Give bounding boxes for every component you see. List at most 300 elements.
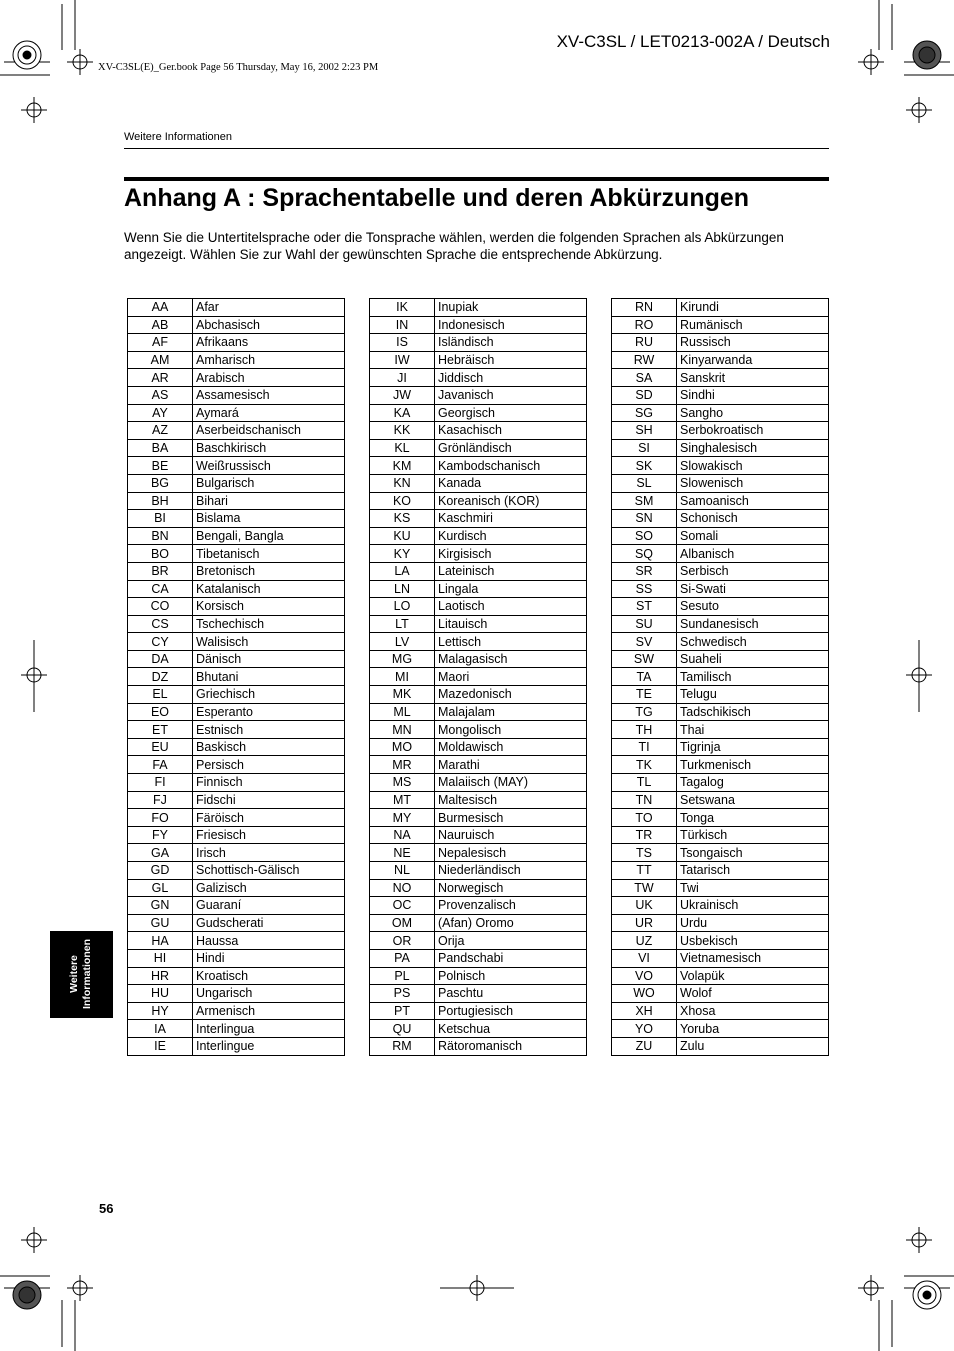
table-row <box>370 844 587 862</box>
language-code: SV <box>612 633 677 651</box>
table-row <box>128 862 345 880</box>
language-code: RU <box>612 334 677 352</box>
language-name: Yoruba <box>677 1020 829 1038</box>
language-name: Twi <box>677 879 829 897</box>
table-row <box>370 510 587 528</box>
language-code: EO <box>128 703 193 721</box>
language-name: Irisch <box>193 844 345 862</box>
language-name: Kirundi <box>677 299 829 317</box>
language-name: Tatarisch <box>677 862 829 880</box>
language-code: RO <box>612 316 677 334</box>
language-code: CS <box>128 615 193 633</box>
language-name: Friesisch <box>193 826 345 844</box>
table-row <box>128 985 345 1003</box>
language-code: PS <box>370 985 435 1003</box>
language-name: Hebräisch <box>435 351 587 369</box>
table-row <box>612 510 829 528</box>
table-row <box>370 791 587 809</box>
language-name: Dänisch <box>193 650 345 668</box>
language-name: Albanisch <box>677 545 829 563</box>
table-row <box>612 844 829 862</box>
header-rule <box>124 148 829 149</box>
language-name: Georgisch <box>435 404 587 422</box>
language-name: Orija <box>435 932 587 950</box>
table-row <box>370 932 587 950</box>
table-row <box>370 562 587 580</box>
language-code: RW <box>612 351 677 369</box>
language-name: Afrikaans <box>193 334 345 352</box>
language-name: Bulgarisch <box>193 474 345 492</box>
table-row <box>612 404 829 422</box>
table-row <box>612 703 829 721</box>
language-code: ST <box>612 598 677 616</box>
language-name: Telugu <box>677 686 829 704</box>
table-row <box>370 756 587 774</box>
language-name: Gudscherati <box>193 914 345 932</box>
table-row <box>128 879 345 897</box>
table-row <box>128 404 345 422</box>
language-name: Setswana <box>677 791 829 809</box>
table-row <box>370 949 587 967</box>
language-name: Slowakisch <box>677 457 829 475</box>
language-code: RN <box>612 299 677 317</box>
language-code: XH <box>612 1002 677 1020</box>
language-code: AY <box>128 404 193 422</box>
language-code: TI <box>612 738 677 756</box>
language-name: Walisisch <box>193 633 345 651</box>
language-name: Bretonisch <box>193 562 345 580</box>
language-name: Katalanisch <box>193 580 345 598</box>
language-code: TO <box>612 809 677 827</box>
language-code: VI <box>612 949 677 967</box>
language-code: AA <box>128 299 193 317</box>
language-code: TS <box>612 844 677 862</box>
table-row <box>128 844 345 862</box>
language-code: HY <box>128 1002 193 1020</box>
table-row <box>128 721 345 739</box>
language-name: Malagasisch <box>435 650 587 668</box>
table-row <box>128 334 345 352</box>
table-row <box>370 774 587 792</box>
language-name: Galizisch <box>193 879 345 897</box>
language-code: TR <box>612 826 677 844</box>
language-code: MG <box>370 650 435 668</box>
language-code: KS <box>370 510 435 528</box>
language-name: Schottisch-Gälisch <box>193 862 345 880</box>
language-code: AB <box>128 316 193 334</box>
table-row <box>370 422 587 440</box>
table-row <box>128 774 345 792</box>
language-code: KM <box>370 457 435 475</box>
language-name: Wolof <box>677 985 829 1003</box>
language-name: Griechisch <box>193 686 345 704</box>
table-row <box>612 756 829 774</box>
language-code: IN <box>370 316 435 334</box>
language-code: TT <box>612 862 677 880</box>
language-name: Moldawisch <box>435 738 587 756</box>
table-row <box>612 299 829 317</box>
language-name: Indonesisch <box>435 316 587 334</box>
language-name: Malajalam <box>435 703 587 721</box>
table-row <box>612 967 829 985</box>
table-row <box>612 580 829 598</box>
language-name: Zulu <box>677 1037 829 1055</box>
table-row <box>370 809 587 827</box>
language-code: KU <box>370 527 435 545</box>
language-name: Urdu <box>677 914 829 932</box>
table-row <box>128 527 345 545</box>
language-code: LV <box>370 633 435 651</box>
language-code: SQ <box>612 545 677 563</box>
language-name: Mazedonisch <box>435 686 587 704</box>
language-table-3 <box>611 298 829 1056</box>
language-code: PL <box>370 967 435 985</box>
language-name: Tigrinja <box>677 738 829 756</box>
language-name: Lettisch <box>435 633 587 651</box>
language-code: SU <box>612 615 677 633</box>
table-row <box>128 967 345 985</box>
language-name: Serbisch <box>677 562 829 580</box>
table-row <box>128 932 345 950</box>
language-name: Armenisch <box>193 1002 345 1020</box>
table-row <box>370 826 587 844</box>
language-code: RM <box>370 1037 435 1055</box>
language-code: FO <box>128 809 193 827</box>
table-row <box>370 862 587 880</box>
table-row <box>370 457 587 475</box>
language-name: Arabisch <box>193 369 345 387</box>
table-row <box>128 386 345 404</box>
language-name: Ketschua <box>435 1020 587 1038</box>
language-code: JW <box>370 386 435 404</box>
language-code: BO <box>128 545 193 563</box>
language-name: Norwegisch <box>435 879 587 897</box>
table-row <box>612 334 829 352</box>
language-code: KN <box>370 474 435 492</box>
table-row <box>612 474 829 492</box>
table-row <box>128 598 345 616</box>
language-code: AZ <box>128 422 193 440</box>
table-row <box>370 404 587 422</box>
table-row <box>612 791 829 809</box>
table-row <box>612 650 829 668</box>
language-code: LT <box>370 615 435 633</box>
language-code: LN <box>370 580 435 598</box>
language-code: LA <box>370 562 435 580</box>
language-name: Portugiesisch <box>435 1002 587 1020</box>
language-name: Malaiisch (MAY) <box>435 774 587 792</box>
language-code: SI <box>612 439 677 457</box>
language-code: QU <box>370 1020 435 1038</box>
language-code: KY <box>370 545 435 563</box>
language-code: TG <box>612 703 677 721</box>
language-name: Volapük <box>677 967 829 985</box>
table-row <box>370 369 587 387</box>
language-code: AM <box>128 351 193 369</box>
table-row <box>370 721 587 739</box>
title-bar <box>124 177 829 181</box>
language-code: MT <box>370 791 435 809</box>
table-row <box>128 351 345 369</box>
language-name: Isländisch <box>435 334 587 352</box>
language-code: TH <box>612 721 677 739</box>
document-id: XV-C3SL / LET0213-002A / Deutsch <box>556 32 830 51</box>
language-name: Slowenisch <box>677 474 829 492</box>
table-row <box>370 545 587 563</box>
language-name: Serbokroatisch <box>677 422 829 440</box>
table-row <box>612 351 829 369</box>
language-code: UZ <box>612 932 677 950</box>
language-name: Bislama <box>193 510 345 528</box>
language-code: FY <box>128 826 193 844</box>
language-name: Aserbeidschanisch <box>193 422 345 440</box>
language-code: NE <box>370 844 435 862</box>
language-code: MN <box>370 721 435 739</box>
language-name: Pandschabi <box>435 949 587 967</box>
table-row <box>128 703 345 721</box>
language-name: Baskisch <box>193 738 345 756</box>
language-code: OC <box>370 897 435 915</box>
language-name: Kanada <box>435 474 587 492</box>
language-name: Persisch <box>193 756 345 774</box>
table-row <box>370 598 587 616</box>
table-row <box>370 527 587 545</box>
language-name: Maltesisch <box>435 791 587 809</box>
table-row <box>370 633 587 651</box>
table-row <box>370 492 587 510</box>
language-name: Laotisch <box>435 598 587 616</box>
language-code: CA <box>128 580 193 598</box>
language-name: Tonga <box>677 809 829 827</box>
table-row <box>612 826 829 844</box>
language-name: Sesuto <box>677 598 829 616</box>
language-name: Sangho <box>677 404 829 422</box>
language-name: Singhalesisch <box>677 439 829 457</box>
language-code: GU <box>128 914 193 932</box>
table-row <box>612 686 829 704</box>
language-code: NO <box>370 879 435 897</box>
language-name: Kroatisch <box>193 967 345 985</box>
language-name: Paschtu <box>435 985 587 1003</box>
language-name: Nauruisch <box>435 826 587 844</box>
table-row <box>612 721 829 739</box>
language-name: Kirgisisch <box>435 545 587 563</box>
table-row <box>612 862 829 880</box>
language-name: Haussa <box>193 932 345 950</box>
language-code: MK <box>370 686 435 704</box>
language-name: Maori <box>435 668 587 686</box>
language-name: Esperanto <box>193 703 345 721</box>
language-code: SG <box>612 404 677 422</box>
language-code: BH <box>128 492 193 510</box>
table-row <box>128 422 345 440</box>
language-name: Sindhi <box>677 386 829 404</box>
language-code: SM <box>612 492 677 510</box>
language-name: Interlingua <box>193 1020 345 1038</box>
language-table-2 <box>369 298 587 1056</box>
language-code: ML <box>370 703 435 721</box>
language-code: SS <box>612 580 677 598</box>
language-name: Suaheli <box>677 650 829 668</box>
language-code: KO <box>370 492 435 510</box>
language-name: Inupiak <box>435 299 587 317</box>
table-row <box>370 738 587 756</box>
language-code: BG <box>128 474 193 492</box>
language-code: TA <box>612 668 677 686</box>
language-code: CO <box>128 598 193 616</box>
language-code: DZ <box>128 668 193 686</box>
table-row <box>370 879 587 897</box>
language-code: WO <box>612 985 677 1003</box>
table-row <box>128 492 345 510</box>
language-code: EL <box>128 686 193 704</box>
table-row <box>370 650 587 668</box>
language-name: Schonisch <box>677 510 829 528</box>
language-name: Usbekisch <box>677 932 829 950</box>
language-code: SN <box>612 510 677 528</box>
table-row <box>370 686 587 704</box>
table-row <box>612 492 829 510</box>
side-tab-label: Weitere Informationen <box>68 939 93 1009</box>
language-name: (Afan) Oromo <box>435 914 587 932</box>
language-name: Jiddisch <box>435 369 587 387</box>
language-code: UR <box>612 914 677 932</box>
language-name: Koreanisch (KOR) <box>435 492 587 510</box>
language-name: Estnisch <box>193 721 345 739</box>
language-name: Aymará <box>193 404 345 422</box>
language-name: Lingala <box>435 580 587 598</box>
language-code: GN <box>128 897 193 915</box>
language-code: TK <box>612 756 677 774</box>
language-code: ZU <box>612 1037 677 1055</box>
language-name: Bihari <box>193 492 345 510</box>
language-code: JI <box>370 369 435 387</box>
table-row <box>370 703 587 721</box>
language-name: Russisch <box>677 334 829 352</box>
language-name: Nepalesisch <box>435 844 587 862</box>
language-name: Baschkirisch <box>193 439 345 457</box>
table-row <box>370 897 587 915</box>
language-code: KK <box>370 422 435 440</box>
language-name: Polnisch <box>435 967 587 985</box>
language-code: SH <box>612 422 677 440</box>
language-code: LO <box>370 598 435 616</box>
table-row <box>612 1020 829 1038</box>
table-row <box>128 1037 345 1055</box>
print-info-line: XV-C3SL(E)_Ger.book Page 56 Thursday, May 16, 2002 2:23 PM <box>98 62 379 73</box>
language-code: HU <box>128 985 193 1003</box>
table-row <box>370 299 587 317</box>
table-row <box>128 791 345 809</box>
table-row <box>128 949 345 967</box>
language-code: TL <box>612 774 677 792</box>
language-code: TE <box>612 686 677 704</box>
language-name: Guaraní <box>193 897 345 915</box>
language-name: Provenzalisch <box>435 897 587 915</box>
table-row <box>612 457 829 475</box>
language-code: PA <box>370 949 435 967</box>
table-row <box>612 774 829 792</box>
language-name: Assamesisch <box>193 386 345 404</box>
language-name: Tagalog <box>677 774 829 792</box>
language-code: TW <box>612 879 677 897</box>
language-name: Kinyarwanda <box>677 351 829 369</box>
language-name: Xhosa <box>677 1002 829 1020</box>
language-code: KL <box>370 439 435 457</box>
language-name: Thai <box>677 721 829 739</box>
language-table-1 <box>127 298 345 1056</box>
language-name: Interlingue <box>193 1037 345 1055</box>
table-row <box>612 598 829 616</box>
table-row <box>370 1002 587 1020</box>
language-name: Burmesisch <box>435 809 587 827</box>
table-row <box>128 668 345 686</box>
table-row <box>612 369 829 387</box>
language-name: Kaschmiri <box>435 510 587 528</box>
language-code: DA <box>128 650 193 668</box>
language-code: GA <box>128 844 193 862</box>
language-code: MI <box>370 668 435 686</box>
language-name: Kasachisch <box>435 422 587 440</box>
language-code: MR <box>370 756 435 774</box>
table-row <box>128 914 345 932</box>
language-name: Tamilisch <box>677 668 829 686</box>
table-row <box>612 422 829 440</box>
table-row <box>612 879 829 897</box>
language-code: PT <box>370 1002 435 1020</box>
language-code: CY <box>128 633 193 651</box>
table-row <box>370 914 587 932</box>
language-name: Samoanisch <box>677 492 829 510</box>
language-name: Türkisch <box>677 826 829 844</box>
language-name: Afar <box>193 299 345 317</box>
table-row <box>128 826 345 844</box>
language-code: UK <box>612 897 677 915</box>
language-name: Grönländisch <box>435 439 587 457</box>
table-row <box>612 615 829 633</box>
table-row <box>370 985 587 1003</box>
table-row <box>128 562 345 580</box>
language-code: HA <box>128 932 193 950</box>
table-row <box>370 668 587 686</box>
language-name: Litauisch <box>435 615 587 633</box>
language-code: GD <box>128 862 193 880</box>
language-name: Niederländisch <box>435 862 587 880</box>
language-code: BN <box>128 527 193 545</box>
language-name: Fidschi <box>193 791 345 809</box>
language-code: IK <box>370 299 435 317</box>
table-row <box>128 457 345 475</box>
language-name: Si-Swati <box>677 580 829 598</box>
language-name: Bengali, Bangla <box>193 527 345 545</box>
language-code: NL <box>370 862 435 880</box>
language-code: SK <box>612 457 677 475</box>
language-code: AS <box>128 386 193 404</box>
language-code: NA <box>370 826 435 844</box>
table-row <box>612 1037 829 1055</box>
language-name: Schwedisch <box>677 633 829 651</box>
language-code: MY <box>370 809 435 827</box>
language-name: Turkmenisch <box>677 756 829 774</box>
table-row <box>370 474 587 492</box>
language-code: BA <box>128 439 193 457</box>
table-row <box>128 615 345 633</box>
language-name: Ukrainisch <box>677 897 829 915</box>
table-row <box>370 1020 587 1038</box>
language-name: Tadschikisch <box>677 703 829 721</box>
table-row <box>612 914 829 932</box>
table-row <box>370 580 587 598</box>
